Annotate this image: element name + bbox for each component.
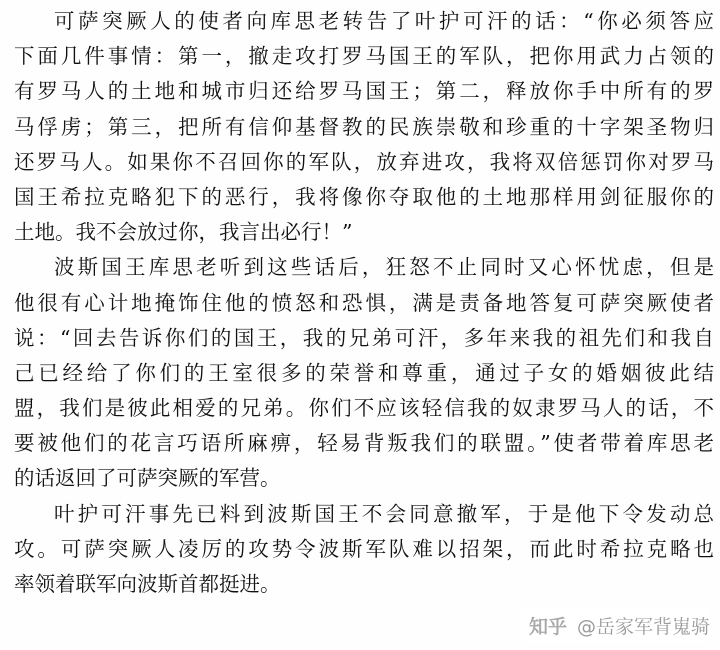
text-line: 他很有心计地掩饰住他的愤怒和恐惧，满是责备地答复可萨突厥使者: [14, 290, 714, 315]
text-line: 下面几件事情：第一，撤走攻打罗马国王的军队，把你用武力占领的: [14, 44, 714, 69]
text-line: 马俘虏；第三，把所有信仰基督教的民族崇敬和珍重的十字架圣物归: [14, 114, 714, 139]
text-line: 还罗马人。如果你不召回你的军队，放弃进攻，我将双倍惩罚你对罗马: [14, 149, 714, 174]
text-line: 有罗马人的土地和城市归还给罗马国王；第二，释放你手中所有的罗: [14, 79, 714, 104]
text-line: 攻。可萨突厥人凌厉的攻势令波斯军队难以招架，而此时希拉克略也: [14, 536, 714, 561]
watermark-brand: 知乎: [528, 615, 567, 638]
text-line: 盟，我们是彼此相爱的兄弟。你们不应该轻信我的奴隶罗马人的话，不: [14, 396, 714, 421]
text-line: 己已经给了你们的王室很多的荣誉和尊重，通过子女的婚姻彼此结: [14, 360, 714, 385]
text-line: 土地。我不会放过你，我言出必行！”: [14, 220, 353, 245]
text-line: 波斯国王库思老听到这些话后，狂怒不止同时又心怀忧虑，但是: [54, 255, 714, 280]
text-line: 要被他们的花言巧语所麻痹，轻易背叛我们的联盟。”使者带着库思老: [14, 431, 714, 456]
text-line: 说：“回去告诉你们的国王，我的兄弟可汗，多年来我的祖先们和我自: [14, 325, 714, 350]
watermark: [521, 608, 710, 642]
text-line: 叶护可汗事先已料到波斯国王不会同意撤军，于是他下令发动总: [54, 501, 714, 526]
text-line: 率领着联军向波斯首都挺进。: [14, 572, 281, 596]
text-line: 可萨突厥人的使者向库思老转告了叶护可汗的话：“你必须答应: [54, 9, 714, 33]
text-line: 的话返回了可萨突厥的军营。: [14, 466, 281, 491]
text-body: [14, 4, 714, 602]
text-line: 国王希拉克略犯下的恶行，我将像你夺取他的土地那样用剑征服你的: [14, 184, 714, 209]
watermark-handle: @岳家军背嵬骑: [576, 615, 710, 638]
